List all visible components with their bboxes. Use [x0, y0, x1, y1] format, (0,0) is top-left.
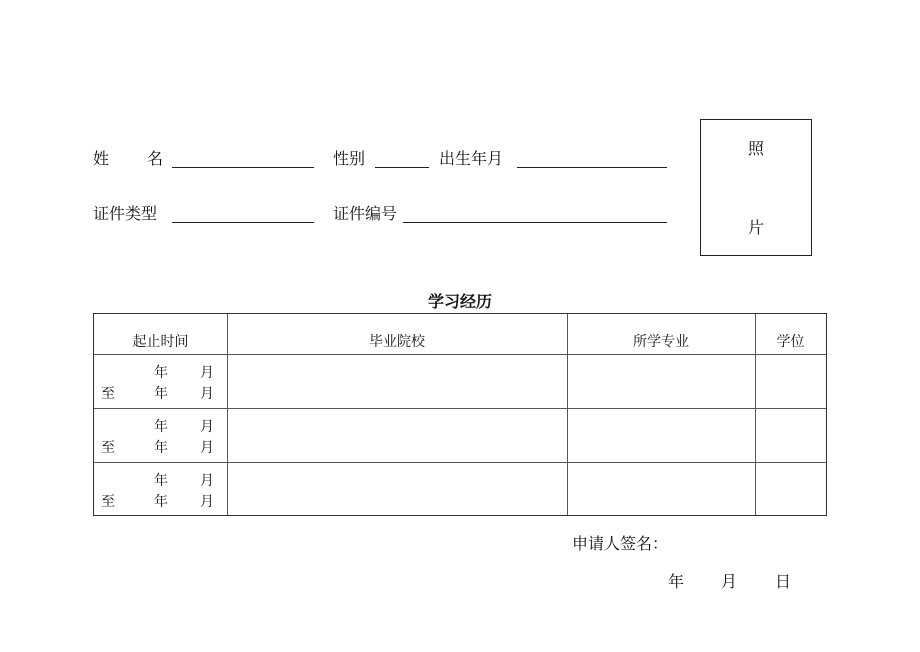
applicant-signature-label: 申请人签名：: [572, 534, 669, 553]
school-cell[interactable]: [228, 463, 566, 515]
gender-field[interactable]: [375, 167, 429, 168]
date-month-text: 月: [200, 365, 214, 381]
header-degree: 学位: [776, 334, 805, 350]
photo-label-char-2: 片: [747, 218, 764, 237]
signature-year-label: 年: [668, 572, 685, 591]
date-month-text: 月: [200, 386, 214, 402]
id-type-field[interactable]: [172, 222, 314, 223]
date-year-text: 年: [154, 419, 168, 435]
header-period: 起止时间: [132, 334, 189, 350]
education-table: [93, 313, 827, 516]
birth-date-label: 出生年月: [439, 149, 504, 168]
name-label-char-1: 姓: [93, 149, 110, 168]
birth-date-field[interactable]: [517, 167, 667, 168]
id-number-field[interactable]: [403, 222, 667, 223]
name-field[interactable]: [172, 167, 314, 168]
degree-cell[interactable]: [756, 463, 825, 515]
header-major: 所学专业: [633, 334, 689, 350]
school-cell[interactable]: [228, 355, 566, 407]
name-label-char-2: 名: [147, 149, 164, 168]
signature-day-label: 日: [775, 572, 792, 591]
major-cell[interactable]: [568, 355, 754, 407]
header-school: 毕业院校: [369, 334, 425, 350]
photo-label-char-1: 照: [747, 139, 764, 158]
date-year-text: 年: [154, 440, 168, 456]
degree-cell[interactable]: [756, 409, 825, 461]
major-cell[interactable]: [568, 463, 754, 515]
signature-month-label: 月: [721, 572, 738, 591]
date-year-text: 年: [154, 473, 168, 489]
degree-cell[interactable]: [756, 355, 825, 407]
date-to-text: 至: [101, 386, 115, 402]
date-month-text: 月: [200, 473, 214, 489]
id-number-label: 证件编号: [333, 204, 398, 223]
date-to-text: 至: [101, 494, 115, 510]
date-year-text: 年: [154, 386, 168, 402]
date-to-text: 至: [101, 440, 115, 456]
photo-box[interactable]: [700, 119, 812, 256]
education-title: 学习经历: [427, 292, 492, 311]
major-cell[interactable]: [568, 409, 754, 461]
date-month-text: 月: [200, 494, 214, 510]
date-year-text: 年: [154, 365, 168, 381]
date-year-text: 年: [154, 494, 168, 510]
gender-label: 性别: [333, 149, 366, 168]
id-type-label: 证件类型: [93, 204, 158, 223]
school-cell[interactable]: [228, 409, 566, 461]
date-month-text: 月: [200, 419, 214, 435]
date-month-text: 月: [200, 440, 214, 456]
